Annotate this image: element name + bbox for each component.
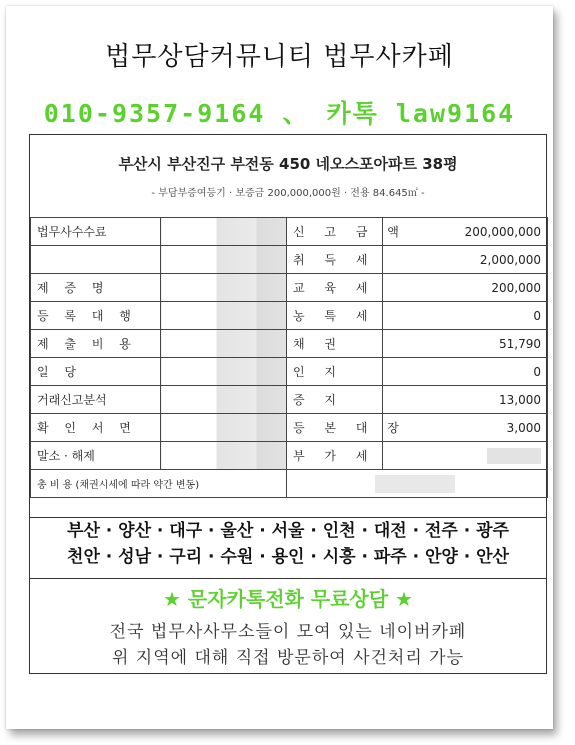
tax-value: 200,000 bbox=[383, 274, 548, 302]
description-line-1: 전국 법무사사무소들이 모여 있는 네이버카페 bbox=[109, 622, 467, 642]
fee-row bbox=[31, 218, 548, 246]
fee-amount-redacted bbox=[161, 302, 287, 330]
fee-row bbox=[31, 330, 548, 358]
fee-left-label: 법무사수수료 bbox=[31, 218, 161, 246]
tax-label: 교 육 세 bbox=[287, 274, 383, 302]
property-details: - 부담부증여등기 · 보증금 200,000,000원 · 전용 84.645㎡ - bbox=[151, 188, 425, 199]
fee-row bbox=[31, 414, 548, 442]
tax-label: 증 지 bbox=[287, 386, 383, 414]
fee-left-label: 제 출 비 용 bbox=[31, 330, 161, 358]
regions-line-1: 부산 · 양산 · 대구 · 울산 · 서울 · 인천 · 대전 · 전주 · 광주 bbox=[67, 521, 509, 541]
total-value bbox=[287, 470, 548, 498]
property-header bbox=[30, 135, 546, 218]
tax-label: 신 고 금 액 bbox=[287, 218, 383, 246]
document-card bbox=[6, 6, 553, 729]
description-line-2: 위 지역에 대해 직접 방문하여 사건처리 가능 bbox=[111, 648, 465, 668]
tax-value bbox=[383, 442, 548, 470]
fee-table bbox=[30, 217, 548, 498]
fee-row bbox=[31, 302, 548, 330]
fee-amount-redacted bbox=[161, 414, 287, 442]
regions-line-2: 천안 · 성남 · 구리 · 수원 · 용인 · 시흥 · 파주 · 안양 · 안산 bbox=[67, 547, 509, 567]
tax-label: 채 권 bbox=[287, 330, 383, 358]
tax-value: 0 bbox=[383, 358, 548, 386]
fee-amount-redacted bbox=[161, 442, 287, 470]
fee-row bbox=[31, 246, 548, 274]
fee-left-label: 말소 · 해제 bbox=[31, 442, 161, 470]
estimate-frame bbox=[29, 134, 547, 674]
tax-label: 취 득 세 bbox=[287, 246, 383, 274]
fee-left-label: 제 증 명 bbox=[31, 274, 161, 302]
total-redacted bbox=[375, 475, 455, 493]
fee-amount-redacted bbox=[161, 358, 287, 386]
fee-amount-redacted bbox=[161, 330, 287, 358]
tax-label: 등 본 대 장 bbox=[287, 414, 383, 442]
fee-amount-redacted bbox=[161, 274, 287, 302]
fee-left-label: 거래신고분석 bbox=[31, 386, 161, 414]
fee-left-label: 등 록 대 행 bbox=[31, 302, 161, 330]
cafe-title: 법무상담커뮤니티 법무사카페 bbox=[105, 42, 454, 72]
fee-row bbox=[31, 274, 548, 302]
fee-left-label bbox=[31, 246, 161, 274]
total-label: 총 비 용 (채권시세에 따라 약간 변동) bbox=[31, 470, 287, 498]
service-regions bbox=[30, 517, 546, 579]
tax-label: 인 지 bbox=[287, 358, 383, 386]
fee-amount-redacted bbox=[161, 246, 287, 274]
tax-value: 51,790 bbox=[383, 330, 548, 358]
property-address: 부산시 부산진구 부전동 450 네오스포아파트 38평 bbox=[118, 155, 458, 173]
vat-redacted bbox=[487, 448, 541, 464]
cafe-description bbox=[30, 619, 546, 671]
tax-value: 200,000,000 bbox=[383, 218, 548, 246]
tax-value: 3,000 bbox=[383, 414, 548, 442]
fee-amount-redacted bbox=[161, 386, 287, 414]
free-consult-banner: ★ 문자카톡전화 무료상담 ★ bbox=[163, 587, 413, 611]
fee-row bbox=[31, 442, 548, 470]
contact-line: 010-9357-9164 、 카톡 law9164 bbox=[43, 99, 516, 128]
tax-value: 0 bbox=[383, 302, 548, 330]
fee-row bbox=[31, 358, 548, 386]
tax-value: 2,000,000 bbox=[383, 246, 548, 274]
fee-amount-redacted bbox=[161, 218, 287, 246]
fee-left-label: 일 당 bbox=[31, 358, 161, 386]
total-row bbox=[31, 470, 548, 498]
fee-left-label: 확 인 서 면 bbox=[31, 414, 161, 442]
tax-label: 농 특 세 bbox=[287, 302, 383, 330]
tax-label: 부 가 세 bbox=[287, 442, 383, 470]
fee-row bbox=[31, 386, 548, 414]
tax-value: 13,000 bbox=[383, 386, 548, 414]
